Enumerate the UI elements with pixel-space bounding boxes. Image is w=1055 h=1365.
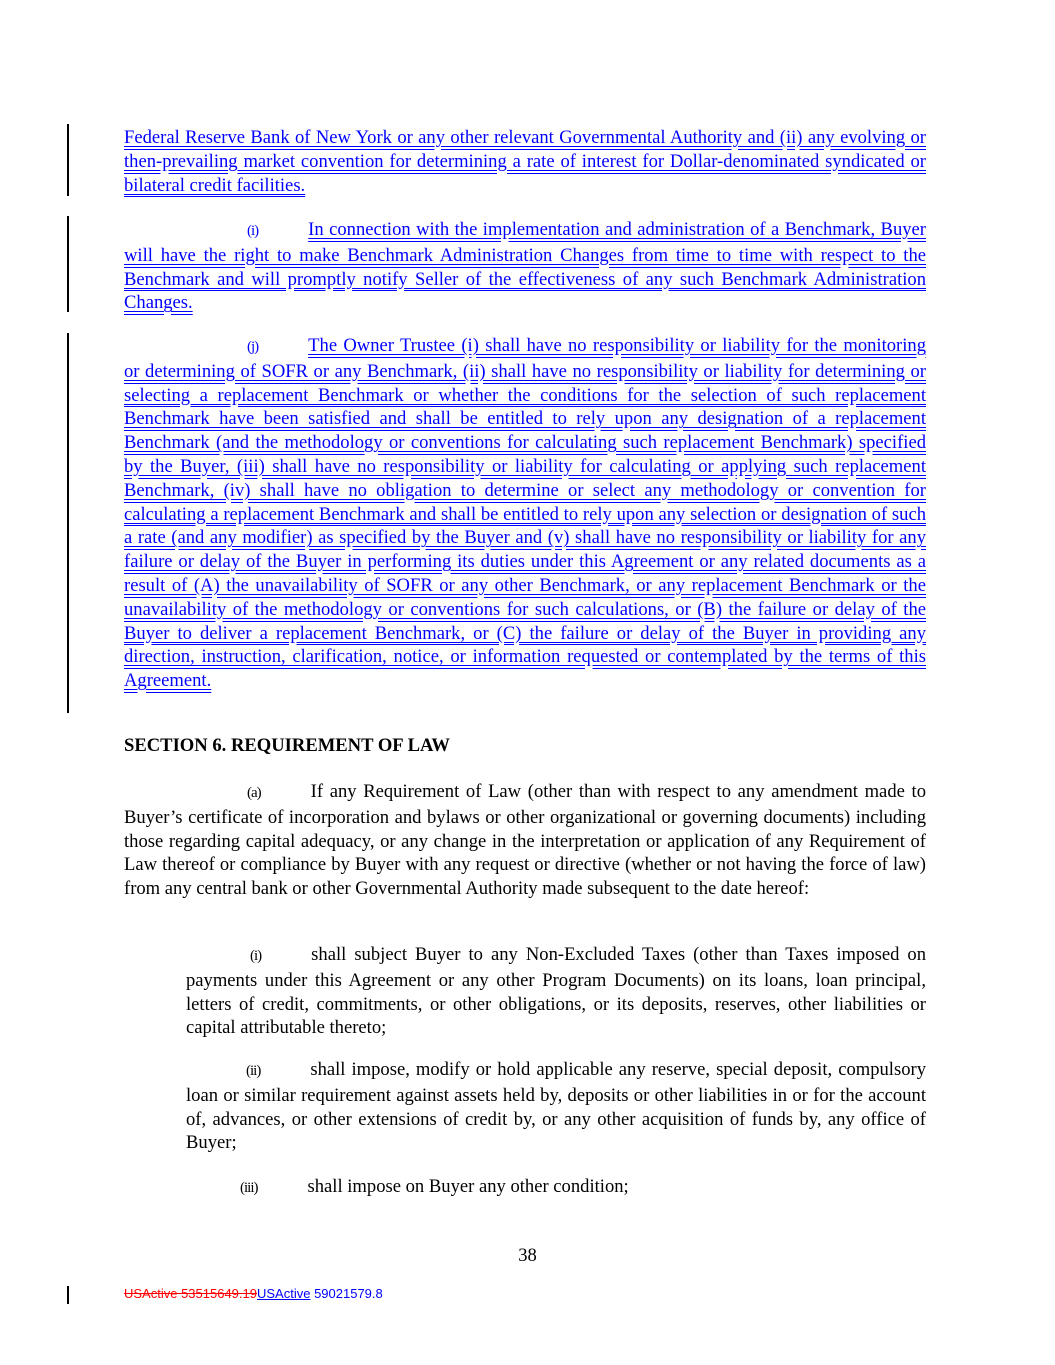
paragraph-text: shall impose, modify or hold applicable any reserve, special deposit, compulsory loan or similar requirement against assets held by, deposits or other liabilities in or for the account of, advances, or other extensions of credit by, or any other acquisition of funds by, any office of Buyer;	[186, 1059, 926, 1154]
paragraph-number: (i)	[250, 948, 262, 964]
paragraph-text: In connection with the implementation and administration of a Benchmark, Buyer will have the right to make Benchmark Administration Changes from time to time with respect to the Benchmark and will promptly notify Seller of the effectiveness of any such Benchmark Administration Changes.	[124, 219, 926, 314]
paragraph-number: (ii)	[246, 1063, 261, 1079]
subparagraph-iii	[186, 1175, 926, 1201]
paragraph-text: shall subject Buyer to any Non-Excluded Taxes (other than Taxes imposed on payments under this Agreement or any other Program Documents) on its loans, loan principal, letters of credit, commitments, or other obligations, or its deposits, reserves, other liabilities or capital attributable thereto;	[186, 944, 926, 1039]
paragraph-i	[124, 218, 926, 315]
carry-over-paragraph: Federal Reserve Bank of New York or any other relevant Governmental Authority and (ii) any evolving or then-prevailing market convention for determining a rate of interest for Dollar-denominated syndicated or bilateral credit facilities.	[124, 127, 926, 196]
paragraph-text: shall impose on Buyer any other condition;	[307, 1176, 629, 1197]
paragraph-text: The Owner Trustee (i) shall have no responsibility or liability for the monitoring or determining of SOFR or any Benchmark, (ii) shall have no responsibility or liability for determining or selecting a replacement Benchmark or whether the conditions for the selection of such replacement Benchmark have been satisfied and shall be entitled to rely upon any designation of a replacement Benchmark (and the methodology or conventions for calculating such replacement Benchmark) specified by the Buyer, (iii) shall have no responsibility or liability for calculating or applying such replacement Benchmark, (iv) shall have no obligation to determine or select any methodology or convention for calculating a replacement Benchmark and shall be entitled to rely upon any selection or designation of such a rate (and any modifier) as specified by the Buyer and (v) shall have no responsibility or liability for any failure or delay of the Buyer in performing its duties under this Agreement or any related documents as a result of (A) the unavailability of SOFR or any other Benchmark, or any replacement Benchmark or the unavailability of the methodology or conventions for such calculations, or (B) the failure or delay of the Buyer to deliver a replacement Benchmark, or (C) the failure or delay of the Buyer in providing any direction, instruction, clarification, notice, or information requested or contemplated by the terms of this Agreement.	[124, 335, 926, 692]
paragraph-text: If any Requirement of Law (other than with respect to any amendment made to Buyer’s certificate of incorporation and bylaws or other organizational or governing documents) including those regarding capital adequacy, or any change in the interpretation or application of any Requirement of Law thereof or compliance by Buyer with any request or directive (whether or not having the force of law) from any central bank or other Governmental Authority made subsequent to the date hereof:	[124, 781, 926, 900]
subparagraph-ii	[186, 1058, 926, 1155]
paragraph-j	[124, 334, 926, 693]
change-bar	[67, 216, 69, 312]
subparagraph-i	[186, 943, 926, 1040]
paragraph-number: (a)	[247, 785, 261, 801]
inserted-doc-id: 59021579.8	[310, 1286, 383, 1301]
inserted-doc-id-prefix: USActive	[256, 1286, 311, 1301]
paragraph-number: (iii)	[240, 1180, 258, 1196]
change-bar	[67, 124, 69, 196]
paragraph-number: (i)	[247, 223, 259, 239]
footer-document-id	[124, 1286, 383, 1301]
page-number: 38	[518, 1245, 537, 1266]
change-bar	[67, 1286, 69, 1304]
deleted-doc-id: USActive 53515649.19	[124, 1286, 257, 1301]
change-bar	[67, 333, 69, 713]
paragraph-a	[124, 780, 926, 901]
paragraph-number: (j)	[247, 339, 259, 355]
section-heading: SECTION 6. REQUIREMENT OF LAW	[124, 735, 450, 756]
